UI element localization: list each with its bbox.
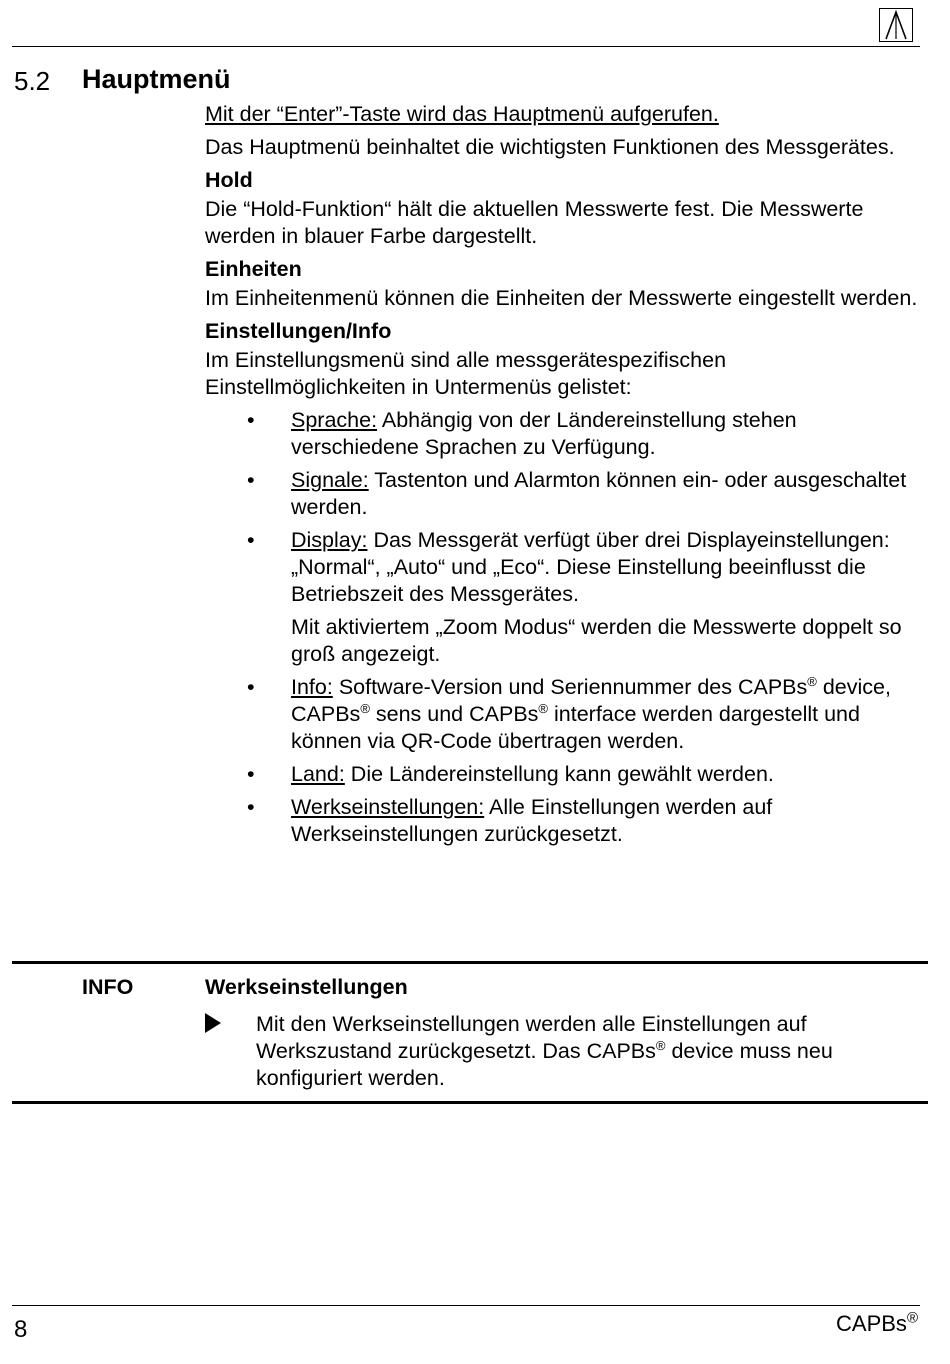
desc-info-a: Software-Version und Seriennummer des CAPBs — [332, 675, 808, 699]
desc-display: Das Messgerät verfügt über drei Displayeinstellungen: „Normal“, „Auto“ und „Eco“. Diese Einstellung beeinflusst die Betriebszeit des Messgerätes. — [291, 528, 890, 606]
bullet-icon: • — [247, 762, 255, 786]
section-number: 5.2 — [14, 66, 51, 96]
term-signale: Signale: — [291, 468, 369, 492]
list-item-werkseinstellungen — [205, 794, 920, 848]
intro-line-1: Mit der “Enter”-Taste wird das Hauptmenü aufgerufen. — [205, 102, 719, 126]
list-item-display — [205, 527, 920, 668]
bullet-icon: • — [247, 408, 255, 432]
list-item-signale — [205, 467, 920, 521]
einheiten-text: Im Einheitenmenü können die Einheiten der Messwerte eingestellt werden. — [205, 286, 918, 310]
term-display: Display: — [291, 528, 368, 552]
einheiten-heading: Einheiten — [205, 257, 302, 281]
bullet-icon: • — [247, 528, 255, 552]
info-text-b: device muss neu konfiguriert werden. — [256, 1039, 833, 1090]
einstellungen-text: Im Einstellungsmenü sind alle messgerätespezifischen Einstellmöglichkeiten in Untermenüs gelistet: — [205, 348, 727, 399]
page-number: 8 — [14, 1316, 28, 1343]
info-text — [256, 1011, 906, 1092]
hold-text: Die “Hold-Funktion“ hält die aktuellen Messwerte fest. Die Messwerte werden in blauer Farbe dargestellt. — [205, 197, 864, 248]
term-land: Land: — [291, 762, 345, 786]
registered-mark: ® — [906, 1309, 918, 1327]
info-text-a: Mit den Werkseinstellungen werden alle Einstellungen auf Werkszustand zurückgesetzt. Das CAPBs — [256, 1012, 807, 1063]
desc-info-d: interface werden dargestellt und können via QR-Code übertragen werden. — [291, 702, 860, 753]
registered-mark: ® — [807, 673, 817, 689]
term-werkseinstellungen: Werkseinstellungen: — [291, 795, 485, 819]
info-box-top-rule — [12, 961, 928, 964]
registered-mark: ® — [360, 700, 370, 716]
term-sprache: Sprache: — [291, 408, 378, 432]
settings-list — [205, 407, 920, 848]
play-arrow-icon — [205, 1013, 221, 1033]
a-triangle-logo-icon — [879, 8, 913, 42]
footer-brand — [836, 1311, 918, 1337]
einstellungen-heading: Einstellungen/Info — [205, 319, 392, 343]
section-title: Hauptmenü — [82, 64, 231, 94]
term-info: Info: — [291, 675, 333, 699]
desc-info-b: device, CAPBs — [291, 675, 891, 726]
desc-land: Die Ländereinstellung kann gewählt werden. — [344, 762, 774, 786]
info-box-bottom-rule — [12, 1101, 928, 1104]
bullet-icon: • — [247, 675, 255, 699]
main-content — [205, 101, 920, 854]
footer-rule — [12, 1305, 920, 1306]
header-rule — [12, 46, 920, 47]
desc-info-c: sens und CAPBs — [369, 702, 539, 726]
desc-sprache: Abhängig von der Ländereinstellung stehen verschiedene Sprachen zu Verfügung. — [291, 408, 797, 459]
list-item-info — [205, 674, 920, 755]
registered-mark: ® — [538, 700, 549, 716]
hold-heading: Hold — [205, 168, 253, 192]
list-item-land — [205, 761, 920, 788]
desc-display-zoom: Mit aktiviertem „Zoom Modus“ werden die Messwerte doppelt so groß angezeigt. — [291, 615, 902, 666]
info-heading: Werkseinstellungen — [205, 975, 408, 999]
registered-mark: ® — [655, 1037, 666, 1053]
desc-signale: Tastenton und Alarmton können ein- oder ausgeschaltet werden. — [291, 468, 907, 519]
desc-werkseinstellungen: Alle Einstellungen werden auf Werkseinstellungen zurückgesetzt. — [291, 795, 773, 846]
bullet-icon: • — [247, 795, 255, 819]
bullet-icon: • — [247, 468, 255, 492]
list-item-sprache — [205, 407, 920, 461]
intro-line-2: Das Hauptmenü beinhaltet die wichtigsten Funktionen des Messgerätes. — [205, 135, 895, 159]
footer-brand-name: CAPBs — [836, 1311, 907, 1336]
info-label: INFO — [82, 975, 134, 999]
